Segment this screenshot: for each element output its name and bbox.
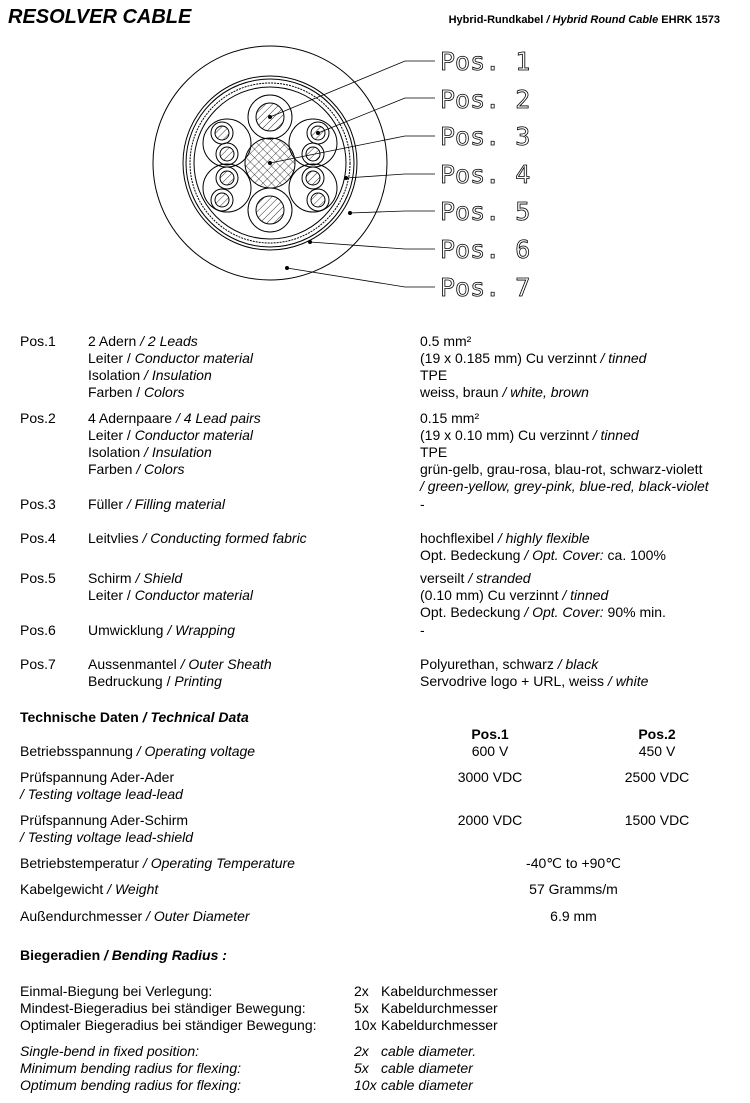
desc-de: Leiter / bbox=[88, 350, 131, 366]
tech-label-de: Kabelgewicht bbox=[20, 881, 104, 897]
desc-en: / Shield bbox=[131, 570, 183, 586]
value-tail: ca. 100% bbox=[603, 547, 666, 563]
bend-text-de: Kabeldurchmesser bbox=[381, 983, 498, 999]
value-de: - bbox=[420, 496, 425, 512]
value-de: 0.15 mm² bbox=[420, 410, 480, 426]
position-desc bbox=[88, 496, 225, 513]
bend-text-de: Kabeldurchmesser bbox=[381, 1000, 498, 1016]
tech-label-de: Prüfspannung Ader-Ader bbox=[20, 769, 175, 785]
tech-value-common: 6.9 mm bbox=[550, 908, 597, 924]
cable-code: EHRK 1573 bbox=[661, 14, 720, 26]
desc-de: Leitvlies bbox=[88, 530, 139, 546]
position-desc bbox=[88, 427, 253, 444]
position-desc bbox=[88, 444, 212, 461]
position-id: Pos.3 bbox=[20, 496, 56, 512]
tech-value-common: 57 Gramms/m bbox=[529, 881, 618, 897]
tech-label-de: Betriebsspannung bbox=[20, 743, 133, 759]
value-en: / Opt. Cover: bbox=[520, 604, 604, 620]
position-value bbox=[420, 461, 702, 478]
desc-de: Leiter / bbox=[88, 587, 131, 603]
position-value bbox=[420, 478, 709, 495]
desc-en: / Wrapping bbox=[163, 622, 236, 638]
page-subtitle bbox=[449, 12, 720, 29]
position-value bbox=[420, 622, 425, 639]
tech-label bbox=[20, 812, 188, 829]
position-desc bbox=[88, 622, 235, 639]
tech-label bbox=[20, 881, 158, 898]
position-desc bbox=[88, 656, 272, 673]
position-desc bbox=[88, 530, 307, 547]
position-desc bbox=[88, 333, 198, 350]
value-de: 0.5 mm² bbox=[420, 333, 472, 349]
bending-heading: Biegeradien / Bending Radius : bbox=[20, 947, 227, 963]
desc-en: / Outer Sheath bbox=[176, 656, 272, 672]
desc-de: Bedruckung / bbox=[88, 673, 171, 689]
desc-en: Printing bbox=[170, 673, 222, 689]
bend-factor: 5x bbox=[354, 1060, 369, 1076]
desc-de: Füller bbox=[88, 496, 124, 512]
subtitle-de: Hybrid-Rundkabel bbox=[448, 14, 544, 26]
position-value bbox=[420, 410, 479, 427]
position-value bbox=[420, 384, 589, 401]
position-value bbox=[420, 673, 648, 690]
position-value bbox=[420, 656, 598, 673]
bend-label-en: Single-bend in fixed position: bbox=[20, 1043, 200, 1059]
desc-en: / Colors bbox=[132, 461, 185, 477]
tech-value-pos2: 2500 VDC bbox=[624, 769, 690, 785]
desc-de: Farben bbox=[88, 461, 133, 477]
value-en: / black bbox=[553, 656, 599, 672]
value-de: TPE bbox=[420, 444, 448, 460]
desc-de: Umwicklung bbox=[88, 622, 164, 638]
tech-label-de: Prüfspannung Ader-Schirm bbox=[20, 812, 189, 828]
position-value bbox=[420, 547, 666, 564]
page-title: RESOLVER CABLE bbox=[8, 6, 192, 28]
tech-value-pos2: 1500 VDC bbox=[624, 812, 690, 828]
diagram-label-pos-6: Pos. 6 bbox=[440, 235, 531, 264]
tech-label-en: / Testing voltage lead-lead bbox=[20, 786, 183, 802]
value-en: / green-yellow, grey-pink, blue-red, black-violet bbox=[420, 478, 709, 494]
value-de: (0.10 mm) Cu verzinnt bbox=[420, 587, 559, 603]
position-id: Pos.1 bbox=[20, 333, 56, 349]
value-en: / tinned bbox=[558, 587, 609, 603]
position-desc bbox=[88, 367, 212, 384]
bend-text-de: Kabeldurchmesser bbox=[381, 1017, 498, 1033]
position-id: Pos.7 bbox=[20, 656, 56, 672]
diagram-label-pos-7: Pos. 7 bbox=[440, 273, 531, 302]
value-en: / Opt. Cover: bbox=[520, 547, 604, 563]
desc-de: Schirm bbox=[88, 570, 132, 586]
position-value bbox=[420, 367, 447, 384]
desc-de: 4 Adernpaare bbox=[88, 410, 173, 426]
desc-en: Conductor material bbox=[130, 350, 253, 366]
desc-de: Farben / bbox=[88, 384, 141, 400]
position-value bbox=[420, 333, 471, 350]
value-en: / stranded bbox=[464, 570, 531, 586]
tech-value-pos1: 3000 VDC bbox=[457, 769, 523, 785]
value-de: hochflexibel bbox=[420, 530, 494, 546]
bend-text-en: cable diameter bbox=[381, 1060, 473, 1076]
diagram-label-pos-4: Pos. 4 bbox=[440, 160, 531, 189]
tech-label-en: / Testing voltage lead-shield bbox=[20, 829, 194, 845]
tech-label-en: / Operating Temperature bbox=[139, 855, 295, 871]
bend-label-de: Einmal-Biegung bei Verlegung: bbox=[20, 983, 213, 999]
bend-label-en: Optimum bending radius for flexing: bbox=[20, 1077, 241, 1093]
value-en: / highly flexible bbox=[493, 530, 590, 546]
position-id: Pos.2 bbox=[20, 410, 56, 426]
bend-factor: 2x bbox=[354, 983, 369, 999]
value-de: Servodrive logo + URL, weiss bbox=[420, 673, 605, 689]
desc-en: Conductor material bbox=[130, 427, 253, 443]
value-de: Opt. Bedeckung bbox=[420, 604, 521, 620]
diagram-label-pos-2: Pos. 2 bbox=[440, 85, 531, 114]
tech-col-pos2-header: Pos.2 bbox=[638, 726, 676, 742]
tech-col-pos1-header: Pos.1 bbox=[471, 726, 509, 742]
position-value bbox=[420, 350, 646, 367]
tech-value-pos1: 600 V bbox=[471, 743, 509, 759]
bend-factor: 5x bbox=[354, 1000, 369, 1016]
bend-text-en: cable diameter bbox=[381, 1077, 473, 1093]
position-value bbox=[420, 587, 608, 604]
desc-en: Conductor material bbox=[130, 587, 253, 603]
desc-en: / Conducting formed fabric bbox=[138, 530, 307, 546]
position-desc bbox=[88, 587, 253, 604]
desc-en: / 4 Lead pairs bbox=[172, 410, 261, 426]
desc-en: / Insulation bbox=[140, 367, 212, 383]
position-value bbox=[420, 444, 447, 461]
desc-de: Isolation bbox=[88, 367, 141, 383]
tech-label bbox=[20, 855, 295, 872]
position-value bbox=[420, 427, 639, 444]
position-desc bbox=[88, 410, 261, 427]
desc-de: Leiter / bbox=[88, 427, 131, 443]
position-desc bbox=[88, 673, 222, 690]
technical-heading: Technische Daten / Technical Data bbox=[20, 709, 249, 725]
value-en: / tinned bbox=[596, 350, 647, 366]
value-en: / tinned bbox=[588, 427, 639, 443]
bend-label-de: Optimaler Biegeradius bei ständiger Bewegung: bbox=[20, 1017, 317, 1033]
position-id: Pos.4 bbox=[20, 530, 56, 546]
value-de: TPE bbox=[420, 367, 448, 383]
position-desc bbox=[88, 350, 253, 367]
value-de: (19 x 0.185 mm) Cu verzinnt bbox=[420, 350, 597, 366]
tech-label-en: / Operating voltage bbox=[132, 743, 256, 759]
position-desc bbox=[88, 570, 182, 587]
value-de: Polyurethan, schwarz bbox=[420, 656, 554, 672]
tech-label-en: / Weight bbox=[103, 881, 159, 897]
tech-label bbox=[20, 769, 174, 786]
value-de: Opt. Bedeckung bbox=[420, 547, 521, 563]
tech-label-en: / Outer Diameter bbox=[142, 908, 250, 924]
position-value bbox=[420, 604, 666, 621]
position-value bbox=[420, 530, 590, 547]
desc-en: Colors bbox=[140, 384, 185, 400]
tech-label bbox=[20, 743, 255, 760]
tech-label-de: Betriebstemperatur bbox=[20, 855, 140, 871]
value-de: (19 x 0.10 mm) Cu verzinnt bbox=[420, 427, 589, 443]
bend-label-de: Mindest-Biegeradius bei ständiger Bewegung: bbox=[20, 1000, 306, 1016]
tech-value-pos1: 2000 VDC bbox=[457, 812, 523, 828]
desc-en: / 2 Leads bbox=[136, 333, 198, 349]
tech-label bbox=[20, 908, 250, 925]
value-de: verseilt bbox=[420, 570, 465, 586]
value-de: grün-gelb, grau-rosa, blau-rot, schwarz-violett bbox=[420, 461, 703, 477]
position-value bbox=[420, 570, 531, 587]
value-en: / white, brown bbox=[498, 384, 589, 400]
tech-value-pos2: 450 V bbox=[638, 743, 676, 759]
value-de: weiss, braun bbox=[420, 384, 499, 400]
position-desc bbox=[88, 461, 184, 478]
position-id: Pos.6 bbox=[20, 622, 56, 638]
position-desc bbox=[88, 384, 185, 401]
subtitle-en: / Hybrid Round Cable bbox=[546, 14, 659, 26]
cable-cross-section-diagram bbox=[0, 30, 750, 320]
desc-en: / Filling material bbox=[123, 496, 225, 512]
bend-factor: 10x bbox=[354, 1017, 377, 1033]
tech-value-common: -40℃ to +90℃ bbox=[526, 855, 621, 871]
bend-text-en: cable diameter. bbox=[381, 1043, 477, 1059]
desc-de: 2 Adern bbox=[88, 333, 137, 349]
desc-de: Aussenmantel bbox=[88, 656, 177, 672]
value-de: - bbox=[420, 622, 425, 638]
desc-en: / Insulation bbox=[140, 444, 212, 460]
value-tail: 90% min. bbox=[603, 604, 666, 620]
bend-factor: 10x bbox=[354, 1077, 377, 1093]
diagram-label-pos-5: Pos. 5 bbox=[440, 197, 531, 226]
tech-label-de: Außendurchmesser bbox=[20, 908, 143, 924]
bend-label-en: Minimum bending radius for flexing: bbox=[20, 1060, 241, 1076]
position-value bbox=[420, 496, 425, 513]
diagram-label-pos-3: Pos. 3 bbox=[440, 122, 531, 151]
desc-de: Isolation bbox=[88, 444, 141, 460]
bend-factor: 2x bbox=[354, 1043, 369, 1059]
diagram-label-pos-1: Pos. 1 bbox=[440, 47, 531, 76]
position-id: Pos.5 bbox=[20, 570, 56, 586]
value-en: / white bbox=[604, 673, 649, 689]
